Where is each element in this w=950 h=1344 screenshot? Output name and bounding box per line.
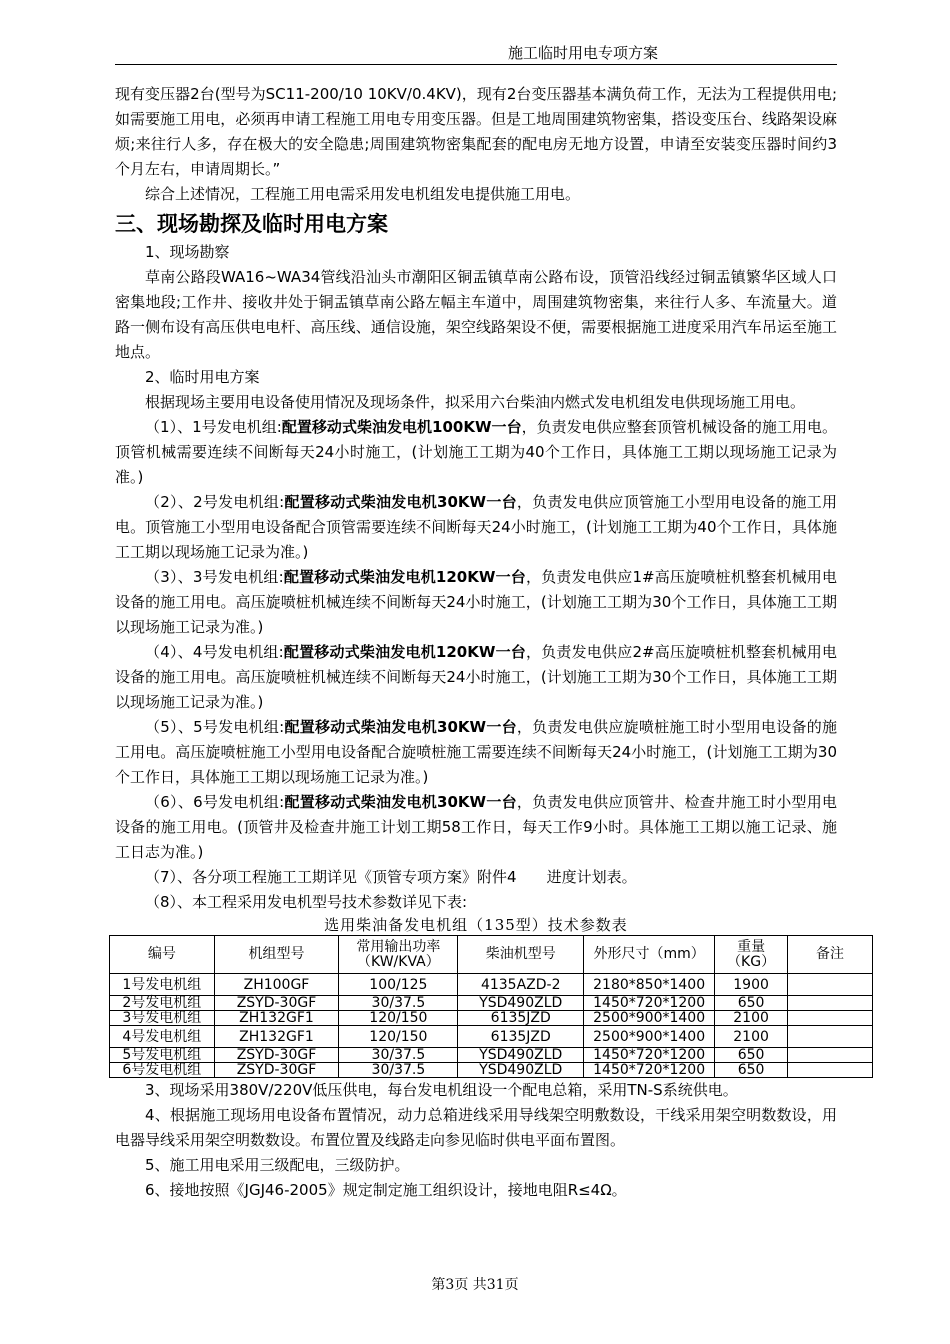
header-title: 施工临时用电专项方案 bbox=[508, 44, 659, 62]
table-row bbox=[110, 1026, 873, 1048]
item-prefix: （3）、3号发电机组: bbox=[145, 568, 284, 586]
subsection-plan-text: 根据现场主要用电设备使用情况及现场条件，拟采用六台柴油内燃式发电机组发电供现场施工用电。 bbox=[145, 393, 806, 411]
item-prefix: （7）、各分项工程施工工期详见《顶管专项方案》附件4 进度计划表。 bbox=[145, 868, 637, 886]
item-description: ，负责发电供应顶管井、检查井施工时小型用电设备的施工用电。(顶管井及检查井施工计划工期58工作日，每天工作9小时。具体施工工期以施工记录、施工日志为准。) bbox=[115, 793, 837, 861]
table-cell: 2100 bbox=[715, 1011, 788, 1026]
item-config-bold: 配置移动式柴油发电机100KW一台 bbox=[281, 418, 522, 436]
table-cell bbox=[787, 1026, 872, 1048]
paragraph-transformers: 现有变压器2台(型号为SC11-200/10 10KV/0.4KV)，现有2台变压器基本满负荷工作，无法为工程提供用电;如需要施工用电，必须再申请工程施工用电专用变压器。但是工地周围建筑物密集，搭设变压台、线路架设麻烦;来往行人多，存在极大的安全隐患;周围建筑物密集配套的配电房无地方设置，申请至安装变压器时间约3个月左右，申请周期长。” bbox=[115, 85, 837, 178]
table-cell: 5号发电机组 bbox=[110, 1048, 215, 1063]
generator-item bbox=[115, 715, 837, 790]
table-row bbox=[110, 996, 873, 1011]
item-prefix: （6）、6号发电机组: bbox=[145, 793, 285, 811]
generator-item bbox=[115, 640, 837, 715]
table-cell: 120/150 bbox=[339, 1011, 458, 1026]
item-config-bold: 配置移动式柴油发电机120KW一台 bbox=[283, 643, 527, 661]
table-cell: 650 bbox=[715, 996, 788, 1011]
generator-item bbox=[115, 890, 837, 915]
item-description: ，负责发电供应整套顶管机械设备的施工用电。顶管机械需要连续不间断每天24小时施工，(计划施工工期为40个工作日，具体施工工期以现场施工记录为准。) bbox=[115, 418, 837, 486]
table-cell: 2100 bbox=[715, 1026, 788, 1048]
table-cell bbox=[787, 974, 872, 996]
table-cell: 1号发电机组 bbox=[110, 974, 215, 996]
subsection-survey-text: 草南公路段WA16~WA34管线沿汕头市潮阳区铜盂镇草南公路布设，顶管沿线经过铜盂镇繁华区域人口密集地段;工作井、接收井处于铜盂镇草南公路左幅主车道中，周围建筑物密集，来往行人多、车流量大。道路一侧布设有高压供电电杆、高压线、通信设施，架空线路架设不便，需要根据施工进度采用汽车吊运至施工地点。 bbox=[115, 268, 837, 361]
table-cell: 1900 bbox=[715, 974, 788, 996]
table-row bbox=[110, 974, 873, 996]
paragraph-summary: 综合上述情况，工程施工用电需采用发电机组发电提供施工用电。 bbox=[145, 185, 581, 203]
item-config-bold: 配置移动式柴油发电机120KW一台 bbox=[283, 568, 527, 586]
table-cell bbox=[787, 1063, 872, 1078]
page-number: 第3页 共31页 bbox=[431, 1277, 519, 1293]
subsection-plan-title: 2、临时用电方案 bbox=[145, 368, 260, 386]
table-cell: ZH132GF1 bbox=[214, 1026, 339, 1048]
table-row bbox=[110, 1063, 873, 1078]
table-header-cell: 备注 bbox=[787, 936, 872, 974]
table-cell: 100/125 bbox=[339, 974, 458, 996]
table-cell: 1450*720*1200 bbox=[583, 1063, 714, 1078]
table-title: 选用柴油备发电机组（135型）技术参数表 bbox=[324, 916, 628, 934]
table-cell: ZSYD-30GF bbox=[214, 996, 339, 1011]
table-header-cell: 柴油机型号 bbox=[458, 936, 584, 974]
generator-item bbox=[115, 790, 837, 865]
table-cell: 2号发电机组 bbox=[110, 996, 215, 1011]
table-header-cell: 机组型号 bbox=[214, 936, 339, 974]
after-table-paragraph: 4、根据施工现场用电设备布置情况，动力总箱进线采用导线架空明敷数设，干线采用架空明数数设，用电器导线采用架空明数数设。布置位置及线路走向参见临时供电平面布置图。 bbox=[115, 1106, 837, 1149]
table-cell: 30/37.5 bbox=[339, 1063, 458, 1078]
after-table-paragraph: 6、接地按照《JGJ46-2005》规定制定施工组织设计，接地电阻R≤4Ω。 bbox=[145, 1181, 627, 1199]
table-cell: 2500*900*1400 bbox=[583, 1026, 714, 1048]
table-cell: 2500*900*1400 bbox=[583, 1011, 714, 1026]
table-cell: 2180*850*1400 bbox=[583, 974, 714, 996]
table-cell: 4号发电机组 bbox=[110, 1026, 215, 1048]
table-header-cell: 常用输出功率 （KW/KVA） bbox=[339, 936, 458, 974]
table-header-row bbox=[110, 936, 873, 974]
table-cell: ZH132GF1 bbox=[214, 1011, 339, 1026]
table-cell: ZH100GF bbox=[214, 974, 339, 996]
table-cell: 3号发电机组 bbox=[110, 1011, 215, 1026]
table-cell: 6135JZD bbox=[458, 1026, 584, 1048]
item-prefix: （1）、1号发电机组: bbox=[145, 418, 282, 436]
table-header-cell: 重量 （KG） bbox=[715, 936, 788, 974]
item-description: ，负责发电供应2#高压旋喷桩机整套机械用电设备的施工用电。高压旋喷桩机械连续不间断每天24小时施工，(计划施工工期为30个工作日，具体施工工期以现场施工记录为准。) bbox=[115, 643, 837, 711]
table-cell: 30/37.5 bbox=[339, 1048, 458, 1063]
item-config-bold: 配置移动式柴油发电机30KW一台 bbox=[284, 793, 517, 811]
item-description: ，负责发电供应旋喷桩施工时小型用电设备的施工用电。高压旋喷桩施工小型用电设备配合旋喷桩施工需要连续不间断每天24小时施工，(计划施工工期为30个工作日，具体施工工期以现场施工记录为准。) bbox=[115, 718, 837, 786]
item-config-bold: 配置移动式柴油发电机30KW一台 bbox=[284, 718, 517, 736]
table-cell: 4135AZD-2 bbox=[458, 974, 584, 996]
item-prefix: （4）、4号发电机组: bbox=[145, 643, 284, 661]
table-cell: YSD490ZLD bbox=[458, 996, 584, 1011]
after-table-paragraph: 3、现场采用380V/220V低压供电，每台发电机组设一个配电总箱，采用TN-S系统供电。 bbox=[145, 1081, 738, 1099]
table-cell bbox=[787, 1011, 872, 1026]
item-prefix: （5）、5号发电机组: bbox=[145, 718, 285, 736]
item-config-bold: 配置移动式柴油发电机30KW一台 bbox=[284, 493, 517, 511]
table-cell: 30/37.5 bbox=[339, 996, 458, 1011]
item-description: ，负责发电供应顶管施工小型用电设备的施工用电。顶管施工小型用电设备配合顶管需要连续不间断每天24小时施工，(计划施工工期为40个工作日，具体施工工期以现场施工记录为准。) bbox=[115, 493, 837, 561]
table-cell: 1450*720*1200 bbox=[583, 996, 714, 1011]
subsection-survey-title: 1、现场勘察 bbox=[145, 243, 230, 261]
item-prefix: （2）、2号发电机组: bbox=[145, 493, 285, 511]
item-prefix: （8）、本工程采用发电机型号技术参数详见下表: bbox=[145, 893, 468, 911]
item-description: ，负责发电供应1#高压旋喷桩机整套机械用电设备的施工用电。高压旋喷桩机械连续不间断每天24小时施工，(计划施工工期为30个工作日，具体施工工期以现场施工记录为准。) bbox=[115, 568, 837, 636]
table-cell bbox=[787, 996, 872, 1011]
generator-item-list bbox=[115, 415, 837, 915]
after-table-paragraph: 5、施工用电采用三级配电，三级防护。 bbox=[145, 1156, 410, 1174]
generator-item bbox=[115, 490, 837, 565]
table-cell: ZSYD-30GF bbox=[214, 1048, 339, 1063]
table-body bbox=[110, 974, 873, 1078]
generator-item bbox=[115, 865, 837, 890]
table-header-cell: 外形尺寸（mm） bbox=[583, 936, 714, 974]
generator-item bbox=[115, 565, 837, 640]
section-heading: 三、现场勘探及临时用电方案 bbox=[115, 211, 388, 236]
table-cell bbox=[787, 1048, 872, 1063]
spec-table bbox=[109, 935, 873, 1078]
header-divider bbox=[115, 64, 837, 65]
table-row bbox=[110, 1048, 873, 1063]
table-cell: 1450*720*1200 bbox=[583, 1048, 714, 1063]
table-cell: 6135JZD bbox=[458, 1011, 584, 1026]
generator-item bbox=[115, 415, 837, 490]
page-content bbox=[115, 82, 844, 1203]
table-row bbox=[110, 1011, 873, 1026]
table-cell: 120/150 bbox=[339, 1026, 458, 1048]
table-cell: 650 bbox=[715, 1063, 788, 1078]
table-header-cell: 编号 bbox=[110, 936, 215, 974]
table-cell: YSD490ZLD bbox=[458, 1063, 584, 1078]
table-cell: YSD490ZLD bbox=[458, 1048, 584, 1063]
table-cell: 650 bbox=[715, 1048, 788, 1063]
table-cell: ZSYD-30GF bbox=[214, 1063, 339, 1078]
after-table-list bbox=[115, 1078, 837, 1203]
table-cell: 6号发电机组 bbox=[110, 1063, 215, 1078]
